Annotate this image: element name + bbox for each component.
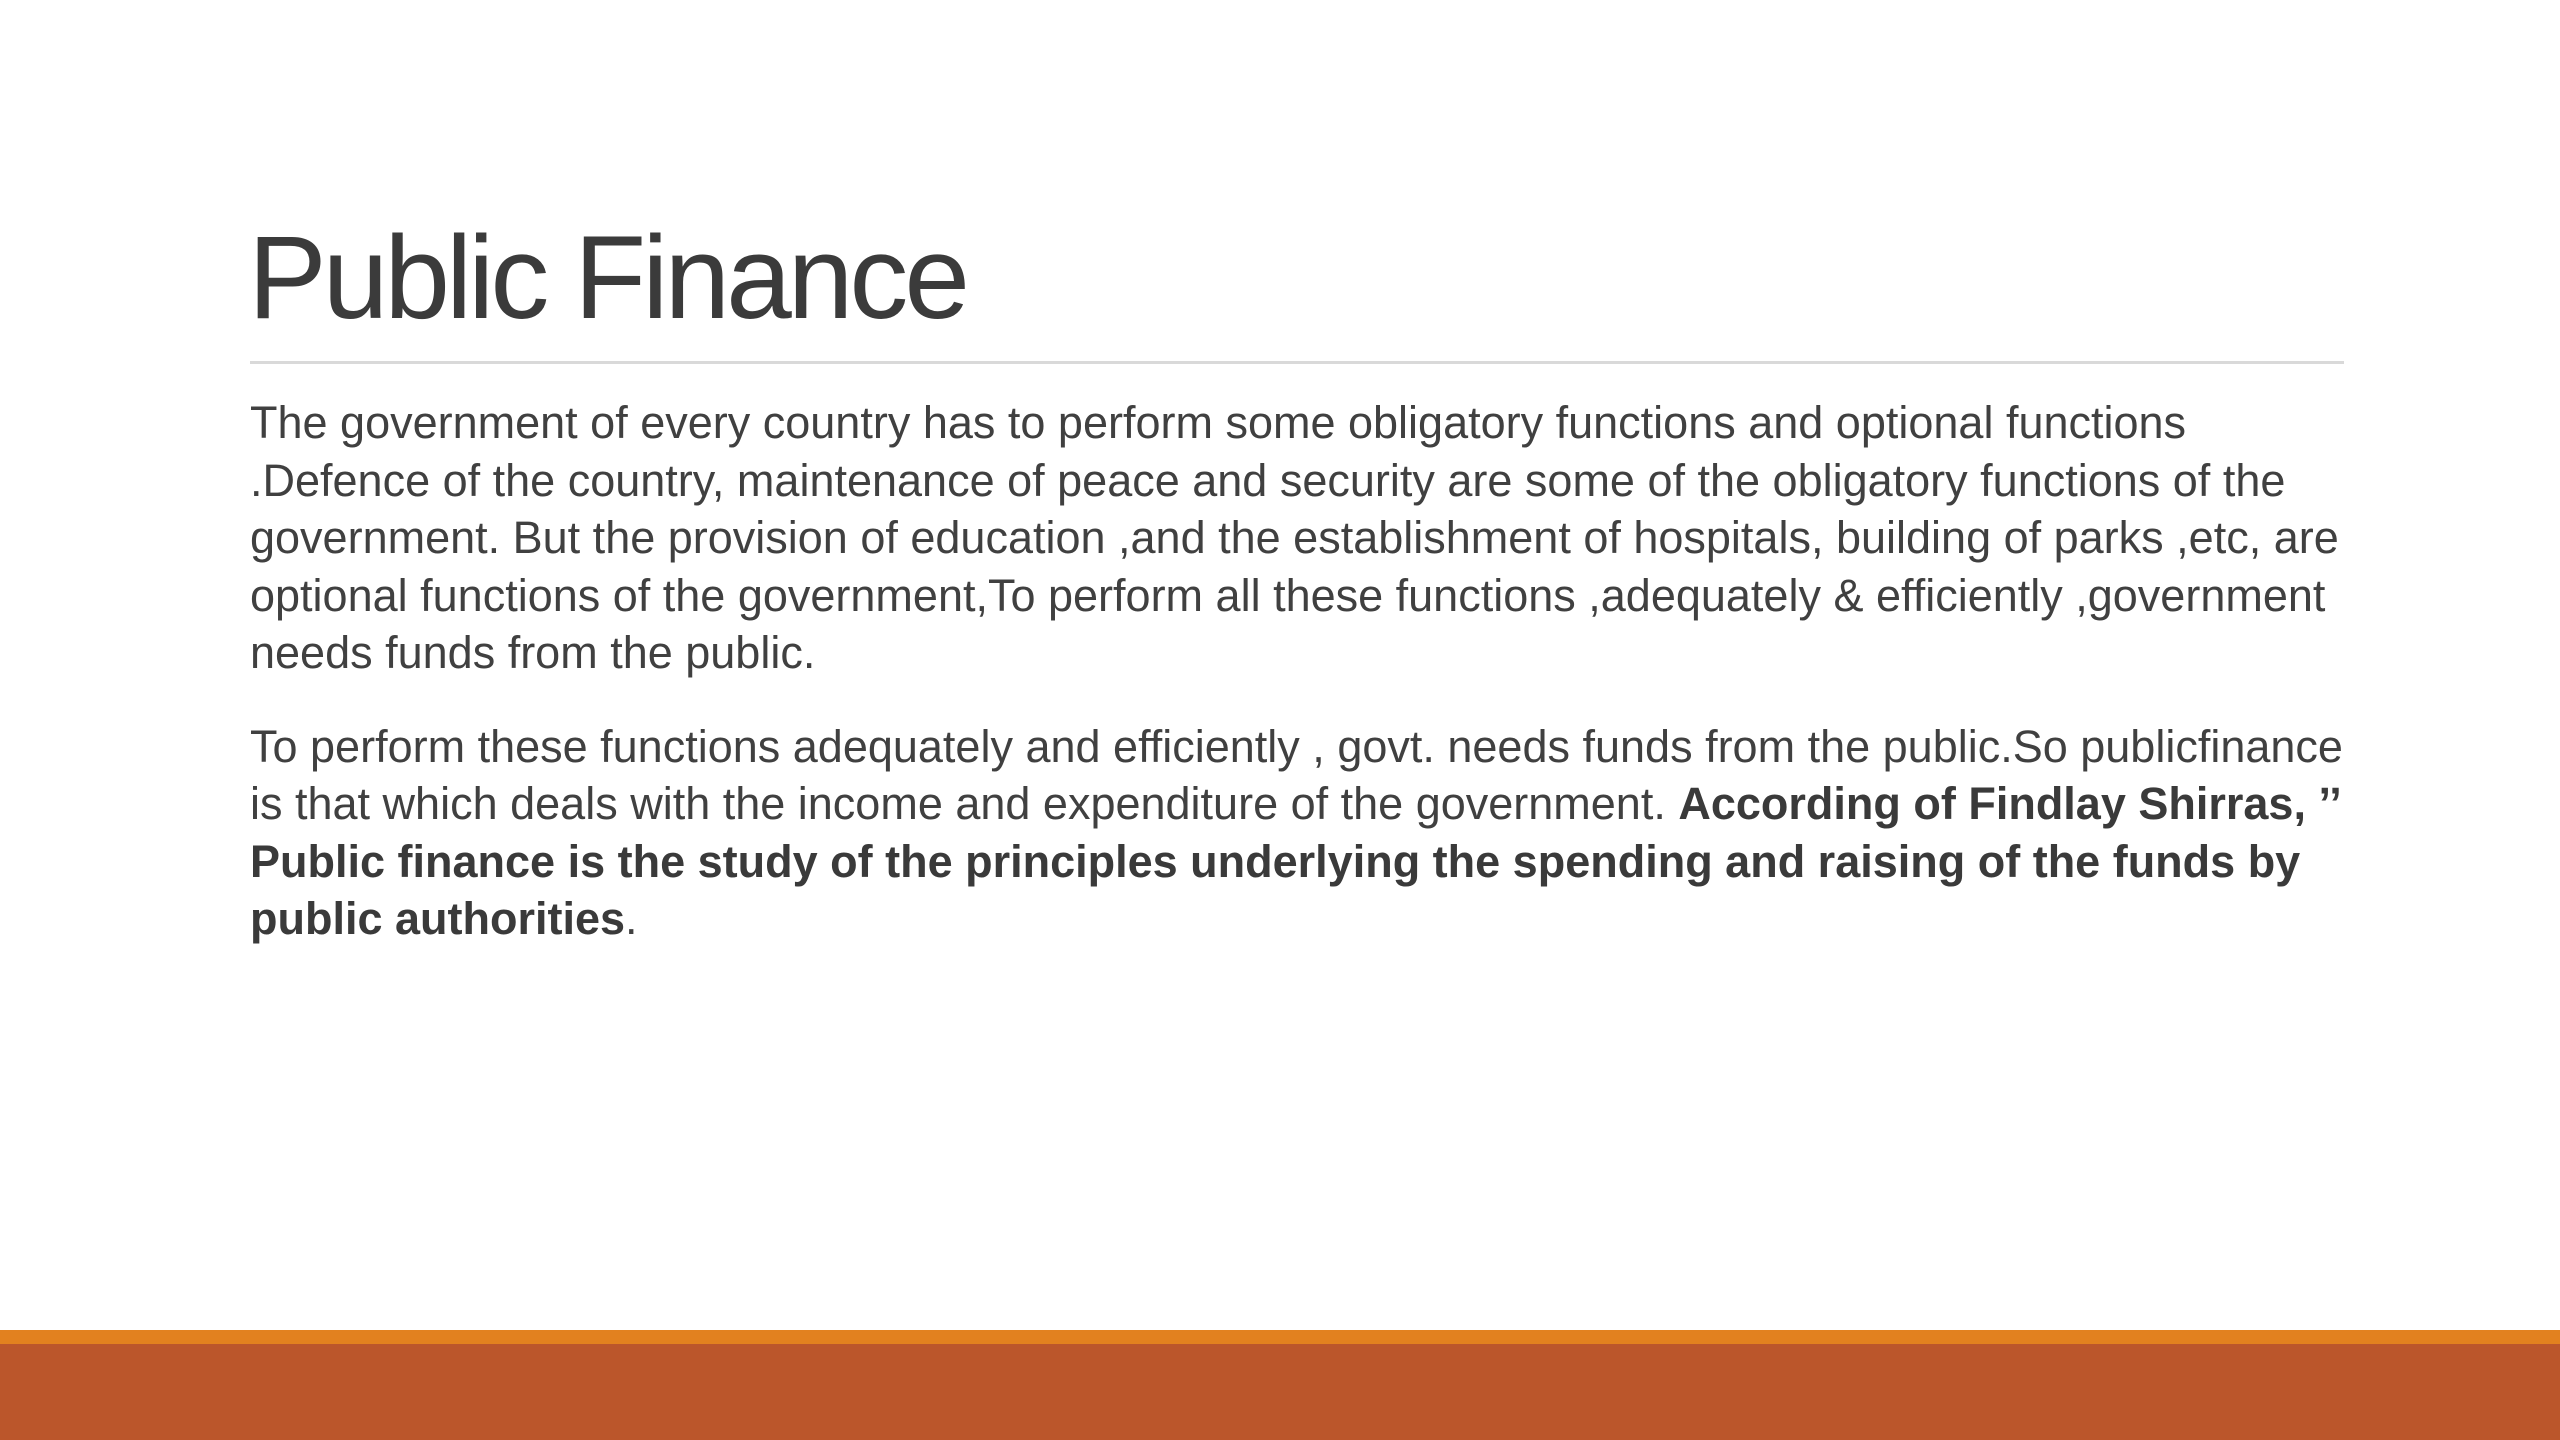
paragraph-government-functions: The government of every country has to perform some obligatory functions and optional functions .Defence of the country, maintenance of peace and security are some of the obligatory functions of the government. But the provision of education ,and the establishment of hospitals, building of parks ,etc, are optional functions of the government,To perform all these functions ,adequately & efficiently ,government needs funds from the public. <box>250 397 2339 678</box>
footer-accent-stripe <box>0 1330 2560 1344</box>
paragraph-definition-end: . <box>625 893 638 944</box>
shirras-quote: According of Findlay Shirras, ’’ Public finance is the study of the principles underlying the spending and raising of the funds by public authorities <box>250 778 2340 944</box>
footer-band <box>0 1344 2560 1440</box>
slide-title: Public Finance <box>248 212 966 344</box>
slide-body <box>250 394 2360 948</box>
paragraph-definition-intro: To perform these functions adequately and efficiently , govt. needs funds from the public.So publicfinance is that which deals with the income and expenditure of the government. <box>250 720 2343 829</box>
paragraph-definition <box>250 718 2360 948</box>
title-divider <box>250 361 2344 364</box>
